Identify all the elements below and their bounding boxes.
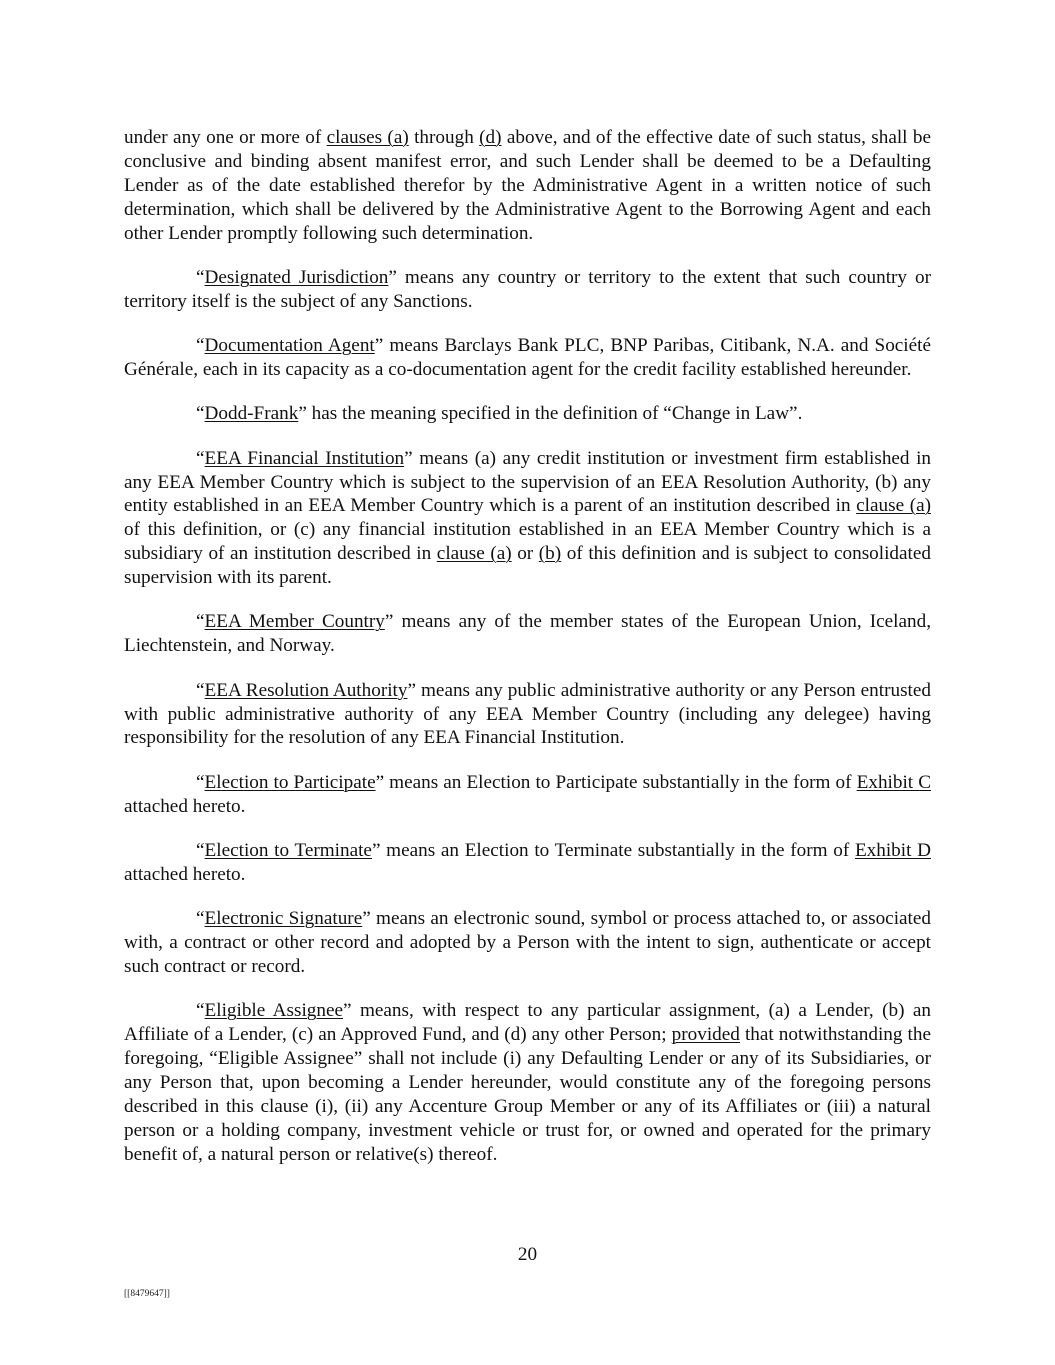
text-run: ” means any country or territory to the extent that such country or territory itself is the subject of any Sanctions. [124, 266, 932, 312]
defined-term: EEA Member Country [204, 611, 385, 633]
definition-election-to-terminate [124, 839, 931, 887]
defined-term: Election to Participate [204, 771, 376, 793]
definition-eligible-assignee [124, 999, 931, 1166]
text-run: of this definition and is subject to consolidated supervision with its parent. [124, 543, 931, 589]
text-run: ” means, with respect to any particular assignment, (a) a Lender, (b) an Affiliate of a Lender, (c) an Approved Fund, and (d) any other Person; [124, 1000, 932, 1046]
defined-term: EEA Resolution Authority [204, 679, 408, 701]
text-run: “ [196, 403, 205, 425]
defined-term: (d) [479, 127, 502, 148]
document-id: [[8479647]] [124, 1289, 170, 1299]
text-run: ” means an Election to Terminate substantially in the form of [371, 839, 855, 861]
defined-term: clauses (a) [326, 127, 409, 148]
text-run: or [511, 543, 539, 565]
text-run: “ [196, 679, 205, 701]
text-run: ” means any public administrative authority or any Person entrusted with public administrative authority of any EEA Member Country (including any delegee) having responsibility for the resolution of any EEA Financial Institution. [124, 679, 931, 749]
defined-term: provided [671, 1024, 740, 1046]
defined-term: Electronic Signature [204, 908, 363, 930]
defined-term: EEA Financial Institution [204, 447, 405, 469]
text-run: “ [196, 771, 205, 793]
text-run: ” means Barclays Bank PLC, BNP Paribas, Citibank, N.A. and Société Générale, each in its capacity as a co-documentation agent for the credit facility established hereunder. [124, 335, 932, 381]
definition-dodd-frank [124, 402, 931, 426]
text-run: above, and of the effective date of such status, shall be conclusive and binding absent manifest error, and such Lender shall be deemed to be a Defaulting Lender as of the date established therefor by the Administrative Agent in a written notice of such determination, which shall be delivered by the Administrative Agent to the Borrowing Agent and each other Lender promptly following such determination. [124, 127, 931, 244]
defined-term: Exhibit D [854, 839, 931, 861]
definition-eea-resolution-authority [124, 679, 931, 751]
text-run: “ [196, 266, 205, 288]
text-run: attached hereto. [124, 795, 246, 817]
defined-term: clause (a) [856, 495, 931, 517]
defined-term: Election to Terminate [204, 839, 372, 861]
text-run: “ [196, 611, 205, 633]
defined-term: Eligible Assignee [204, 1000, 344, 1022]
defined-term: (b) [538, 543, 562, 565]
text-run: “ [196, 447, 205, 469]
text-run: “ [196, 908, 205, 930]
page-number: 20 [517, 1244, 538, 1265]
definition-eea-financial-institution [124, 447, 931, 590]
text-run: attached hereto. [124, 863, 246, 885]
text-run: “ [196, 839, 205, 861]
text-run: ” means (a) any credit institution or investment firm established in any EEA Member Country which is subject to the supervision of an EEA Resolution Authority, (b) any entity established in an EEA Member Country which is a parent of an institution described in [124, 447, 931, 517]
text-run: ” has the meaning specified in the definition of “Change in Law”. [298, 403, 803, 425]
text-run: that notwithstanding the foregoing, “Eligible Assignee” shall not include (i) any Defaulting Lender or any of its Subsidiaries, or any Person that, upon becoming a Lender hereunder, would constitute any of the foregoing persons described in this clause (i), (ii) any Accenture Group Member or any of its Affiliates or (iii) a natural person or a holding company, investment vehicle or trust for, or owned and operated for the primary benefit of, a natural person or relative(s) thereof. [124, 1024, 931, 1165]
text-run: ” means any of the member states of the European Union, Iceland, Liechtenstein, and Norway. [124, 611, 931, 657]
text-run: of this definition, or (c) any financial institution established in an EEA Member Country which is a subsidiary of an institution described in [124, 519, 931, 565]
text-run: under any one or more of [124, 127, 327, 148]
definition-election-to-participate [124, 771, 931, 819]
definition-electronic-signature [124, 907, 931, 979]
text-run: ” means an electronic sound, symbol or process attached to, or associated with, a contract or other record and adopted by a Person with the intent to sign, authenticate or accept such contract or record. [124, 908, 931, 977]
text-run: through [408, 127, 480, 148]
definition-designated-jurisdiction [124, 266, 931, 314]
document-body [124, 126, 931, 1187]
text-run: “ [196, 335, 205, 357]
text-run: ” means an Election to Participate substantially in the form of [375, 771, 857, 793]
definition-documentation-agent [124, 334, 931, 382]
paragraph-continuation [124, 126, 931, 246]
definition-eea-member-country [124, 610, 931, 658]
defined-term: Documentation Agent [204, 335, 375, 357]
defined-term: Dodd-Frank [204, 403, 299, 425]
text-run: “ [196, 1000, 205, 1022]
defined-term: Exhibit C [856, 771, 931, 793]
defined-term: Designated Jurisdiction [204, 266, 389, 288]
defined-term: clause (a) [436, 543, 512, 565]
